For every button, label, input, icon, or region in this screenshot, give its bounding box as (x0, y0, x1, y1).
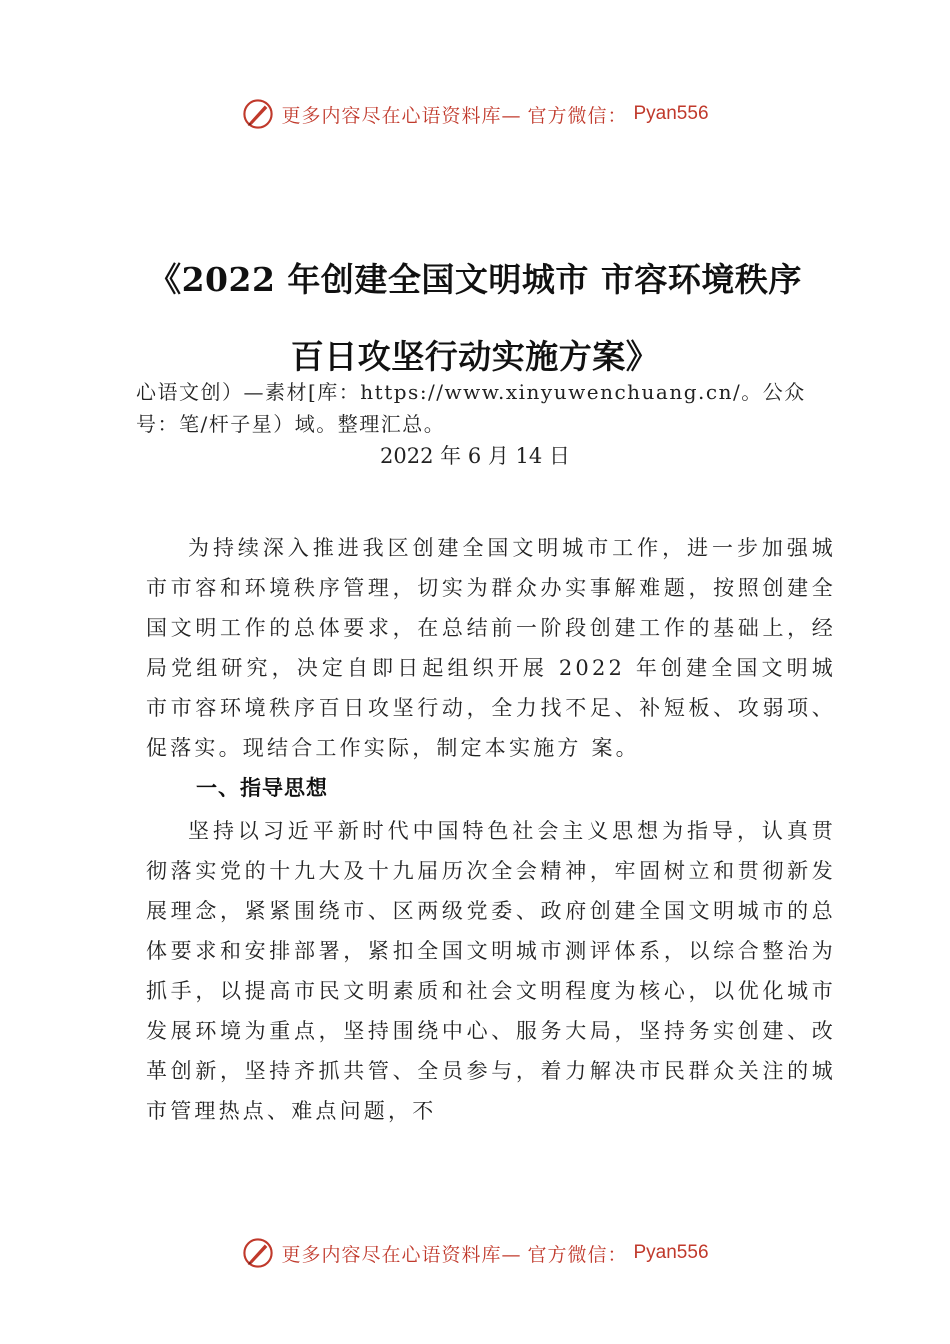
footer-banner (0, 1233, 950, 1273)
section-body (146, 811, 836, 1131)
source-note: 心语文创）—素材[库：https://www.xinyuwenchuang.cn/。公众号：笔/杆子星）域。整理汇总。 (136, 380, 806, 436)
banner-brand-text: 更多内容尽在心语资料库— (281, 1243, 522, 1266)
brand-logo-icon (241, 1236, 275, 1270)
intro-paragraph: 为持续深入推进我区创建全国文明城市工作，进一步加强城市市容和环境秩序管理，切实为群众办实事解难题，按照创建全国文明工作的总体要求，在总结前一阶段创建工作的基础上，经局党组研究，决定自即日起组织开展 2022 年创建全国文明城市市容环境秩序百日攻坚行动，全力找不足、补短板、攻弱项、促落实。现结合工作实际，制定本实施方 案。 (146, 536, 836, 760)
banner-wechat-id: Pyan556 (633, 103, 709, 124)
document-title-line2: 百日攻坚行动实施方案》 (290, 337, 660, 376)
section-heading: 一、指导思想 (196, 776, 328, 800)
banner-wechat-id: Pyan556 (633, 1242, 709, 1263)
brand-logo-icon (241, 97, 275, 131)
banner-brand-text: 更多内容尽在心语资料库— (281, 104, 522, 127)
section-paragraph: 坚持以习近平新时代中国特色社会主义思想为指导，认真贯彻落实党的十九大及十九届历次全会精神，牢固树立和贯彻新发展理念，紧紧围绕市、区两级党委、政府创建全国文明城市的总体要求和安排部署，紧扣全国文明城市测评体系，以综合整治为抓手，以提高市民文明素质和社会文明程度为核心，以优化城市发展环境为重点，坚持围绕中心、服务大局，坚持务实创建、改革创新，坚持齐抓共管、全员参与，着力解决市民群众关注的城市管理热点、难点问题，不 (146, 819, 836, 1123)
banner-wechat-label: 官方微信： (527, 1243, 628, 1266)
intro-section (146, 528, 836, 768)
header-banner (0, 94, 950, 134)
banner-wechat-label: 官方微信： (527, 104, 628, 127)
document-title-line1: 《2022 年创建全国文明城市 市容环境秩序 (148, 260, 802, 299)
document-date: 2022 年 6 月 14 日 (380, 444, 570, 468)
